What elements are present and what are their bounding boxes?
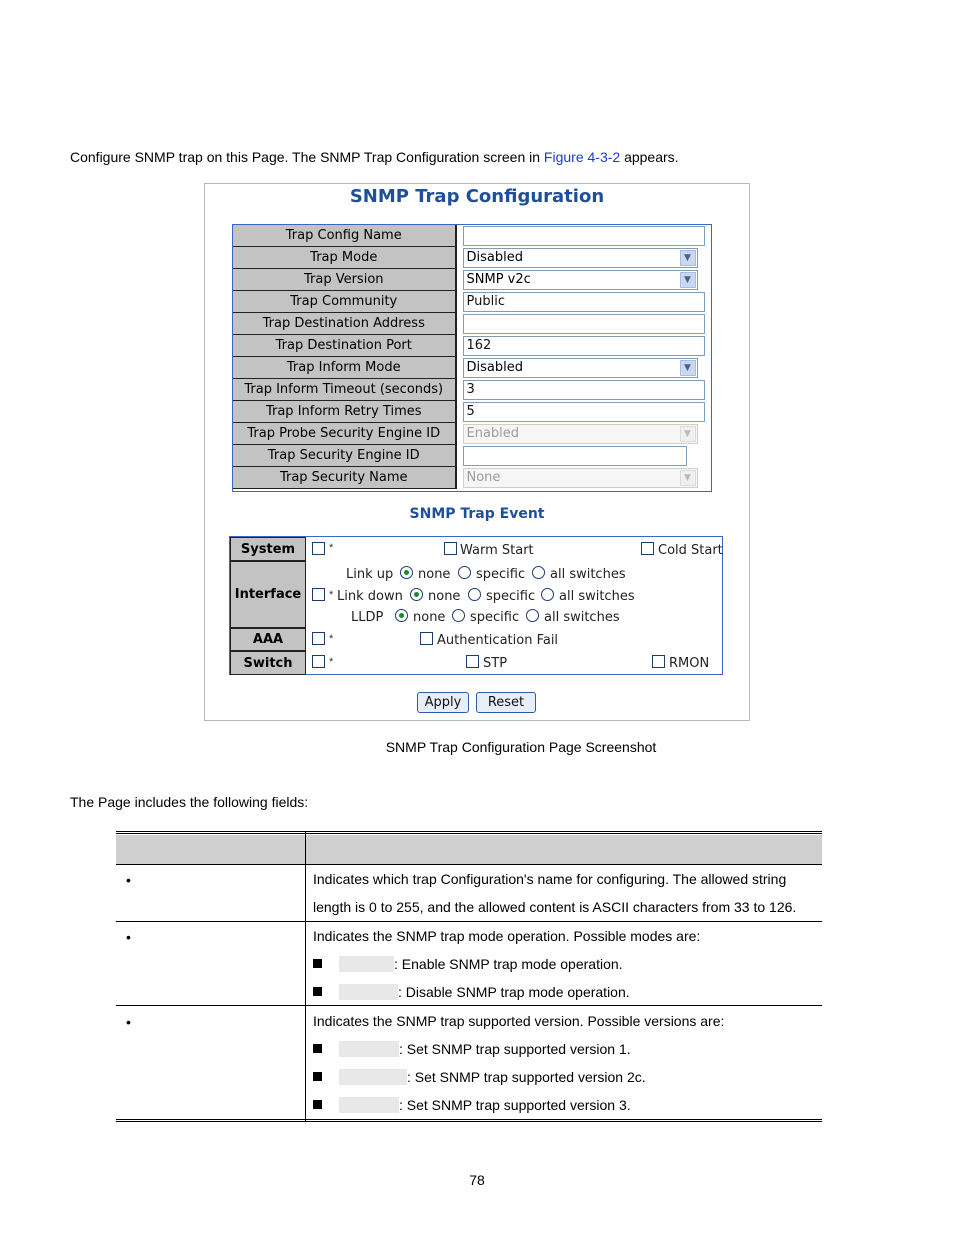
table-bottom-rule <box>116 1119 822 1122</box>
lldp-none-label: none <box>413 610 446 625</box>
auth-fail-label: Authentication Fail <box>437 633 559 648</box>
cold-start-checkbox[interactable] <box>641 542 654 555</box>
config-input[interactable] <box>463 314 705 334</box>
config-row <box>233 467 713 489</box>
cold-start-label: Cold Start <box>658 543 723 558</box>
desc-line: Indicates which trap Configuration's name for configuring. The allowed string <box>313 871 787 887</box>
config-value-cell <box>456 335 713 357</box>
rmon-checkbox[interactable] <box>652 655 665 668</box>
config-row <box>233 445 713 467</box>
option-text: : Disable SNMP trap mode operation. <box>398 984 630 1000</box>
config-label: Trap Probe Security Engine ID <box>233 423 456 445</box>
figure-link[interactable]: Figure 4-3-2 <box>543 149 621 165</box>
link-up-specific-label: specific <box>476 567 526 582</box>
screenshot-title: SNMP Trap Configuration <box>349 186 605 207</box>
config-value-cell <box>456 379 713 401</box>
reset-button[interactable]: Reset <box>476 692 536 713</box>
config-select[interactable] <box>463 358 698 378</box>
config-label: Trap Community <box>233 291 456 313</box>
select-value: Disabled <box>466 250 523 265</box>
config-input[interactable]: Public <box>463 292 705 312</box>
column-divider <box>305 831 306 1121</box>
warm-start-checkbox[interactable] <box>444 542 457 555</box>
chevron-down-icon: ▼ <box>680 250 696 266</box>
config-label: Trap Inform Mode <box>233 357 456 379</box>
config-label: Trap Security Engine ID <box>233 445 456 467</box>
config-row <box>233 291 713 313</box>
stp-label: STP <box>483 656 508 671</box>
trap-event-table <box>229 536 723 675</box>
lldp-label: LLDP <box>351 610 384 625</box>
square-bullet-icon <box>313 1044 322 1053</box>
stp-checkbox[interactable] <box>466 655 479 668</box>
link-up-all-radio[interactable] <box>532 566 545 579</box>
config-input[interactable]: 3 <box>463 380 705 400</box>
switch-label: Switch <box>230 651 306 675</box>
page-number: 78 <box>469 1172 485 1188</box>
switch-all-checkbox[interactable] <box>312 655 325 668</box>
link-up-none-label: none <box>418 567 451 582</box>
row-bullet: • <box>126 1014 131 1030</box>
square-bullet-icon <box>313 1100 322 1109</box>
config-value-cell <box>456 225 713 247</box>
intro-paragraph <box>70 149 679 165</box>
link-down-specific-radio[interactable] <box>468 588 481 601</box>
option-item <box>313 950 700 978</box>
config-row <box>233 379 713 401</box>
config-value-cell <box>456 445 713 467</box>
config-row <box>233 423 713 445</box>
config-row <box>233 335 713 357</box>
interface-star: * <box>329 589 334 601</box>
config-label: Trap Inform Retry Times <box>233 401 456 423</box>
config-value-cell <box>456 467 713 489</box>
config-select <box>463 424 698 444</box>
aaa-label: AAA <box>230 628 306 651</box>
option-text: : Enable SNMP trap mode operation. <box>394 956 623 972</box>
warm-start-label: Warm Start <box>460 543 534 558</box>
config-row <box>233 401 713 423</box>
option-item <box>313 1091 724 1119</box>
trap-config-table <box>232 224 712 489</box>
config-value-cell <box>456 357 713 379</box>
trap-version-desc <box>313 1007 724 1119</box>
config-row <box>233 225 713 247</box>
intro-text-end: appears. <box>620 149 679 165</box>
switch-star: * <box>329 656 334 668</box>
blank-term <box>339 1097 399 1113</box>
option-text: : Set SNMP trap supported version 1. <box>399 1041 631 1057</box>
link-up-specific-radio[interactable] <box>458 566 471 579</box>
config-select <box>463 468 698 488</box>
link-down-label: Link down <box>337 589 403 604</box>
config-value-cell <box>456 247 713 269</box>
link-down-none-label: none <box>428 589 461 604</box>
option-item <box>313 1035 724 1063</box>
config-select[interactable] <box>463 270 698 290</box>
system-star: * <box>329 542 334 554</box>
interface-all-checkbox[interactable] <box>312 588 325 601</box>
chevron-down-icon: ▼ <box>680 470 696 486</box>
desc-line: Indicates the SNMP trap supported version. Possible versions are: <box>313 1013 725 1029</box>
aaa-star: * <box>329 633 334 645</box>
select-value: None <box>466 470 501 486</box>
config-input[interactable]: 162 <box>463 336 705 356</box>
aaa-all-checkbox[interactable] <box>312 632 325 645</box>
config-label: Trap Inform Timeout (seconds) <box>233 379 456 401</box>
select-value: Enabled <box>466 426 520 441</box>
link-down-specific-label: specific <box>486 589 536 604</box>
config-label: Trap Destination Port <box>233 335 456 357</box>
table-top-rule <box>116 831 822 834</box>
config-input[interactable]: 5 <box>463 402 705 422</box>
lldp-none-radio[interactable] <box>395 609 408 622</box>
option-item <box>313 1063 724 1091</box>
desc-line: Indicates the SNMP trap mode operation. Possible modes are: <box>313 928 701 944</box>
system-label: System <box>230 537 306 561</box>
config-label: Trap Version <box>233 269 456 291</box>
interface-label: Interface <box>230 561 306 628</box>
blank-term <box>339 1069 407 1085</box>
lldp-all-radio[interactable] <box>526 609 539 622</box>
screenshot-panel <box>204 183 750 721</box>
option-item <box>313 978 700 1006</box>
config-value-cell <box>456 269 713 291</box>
table-header <box>116 835 822 864</box>
square-bullet-icon <box>313 959 322 968</box>
config-value-cell <box>456 401 713 423</box>
lldp-all-label: all switches <box>544 610 620 625</box>
system-all-checkbox[interactable] <box>312 542 325 555</box>
config-label: Trap Config Name <box>233 225 456 247</box>
auth-fail-checkbox[interactable] <box>420 632 433 645</box>
link-up-none-radio[interactable] <box>400 566 413 579</box>
link-down-all-label: all switches <box>559 589 635 604</box>
fields-intro: The Page includes the following fields: <box>70 794 309 810</box>
rmon-label: RMON <box>669 656 710 671</box>
config-input[interactable] <box>463 446 687 466</box>
chevron-down-icon: ▼ <box>680 426 696 442</box>
row-bullet: • <box>126 872 131 888</box>
desc-line: length is 0 to 255, and the allowed content is ASCII characters from 33 to 126. <box>313 899 797 915</box>
config-row <box>233 247 713 269</box>
chevron-down-icon: ▼ <box>680 272 696 288</box>
config-label: Trap Security Name <box>233 467 456 489</box>
config-value-cell <box>456 423 713 445</box>
square-bullet-icon <box>313 1072 322 1081</box>
config-label: Trap Mode <box>233 247 456 269</box>
link-down-none-radio[interactable] <box>410 588 423 601</box>
config-row <box>233 357 713 379</box>
intro-text: Configure SNMP trap on this Page. The SNMP Trap Configuration screen in <box>70 149 544 165</box>
lldp-specific-radio[interactable] <box>452 609 465 622</box>
link-down-all-radio[interactable] <box>541 588 554 601</box>
row-bullet: • <box>126 929 131 945</box>
trap-config-name-desc <box>313 865 796 921</box>
option-text: : Set SNMP trap supported version 2c. <box>407 1069 646 1085</box>
link-up-all-label: all switches <box>550 567 626 582</box>
lldp-specific-label: specific <box>470 610 520 625</box>
link-up-label: Link up <box>346 567 394 582</box>
config-label: Trap Destination Address <box>233 313 456 335</box>
config-row <box>233 269 713 291</box>
config-row <box>233 313 713 335</box>
blank-term <box>339 1041 399 1057</box>
blank-term <box>339 984 398 1000</box>
config-select[interactable] <box>463 248 698 268</box>
event-title: SNMP Trap Event <box>409 506 545 522</box>
square-bullet-icon <box>313 987 322 996</box>
trap-mode-desc <box>313 922 700 1006</box>
select-value: Disabled <box>466 360 523 375</box>
apply-button[interactable]: Apply <box>417 692 469 713</box>
select-value: SNMP v2c <box>466 272 531 287</box>
config-input[interactable] <box>463 226 705 246</box>
figure-caption: SNMP Trap Configuration Page Screenshot <box>385 739 657 755</box>
option-text: : Set SNMP trap supported version 3. <box>399 1097 631 1113</box>
config-value-cell <box>456 313 713 335</box>
config-value-cell <box>456 291 713 313</box>
blank-term <box>339 956 394 972</box>
chevron-down-icon: ▼ <box>680 360 696 376</box>
